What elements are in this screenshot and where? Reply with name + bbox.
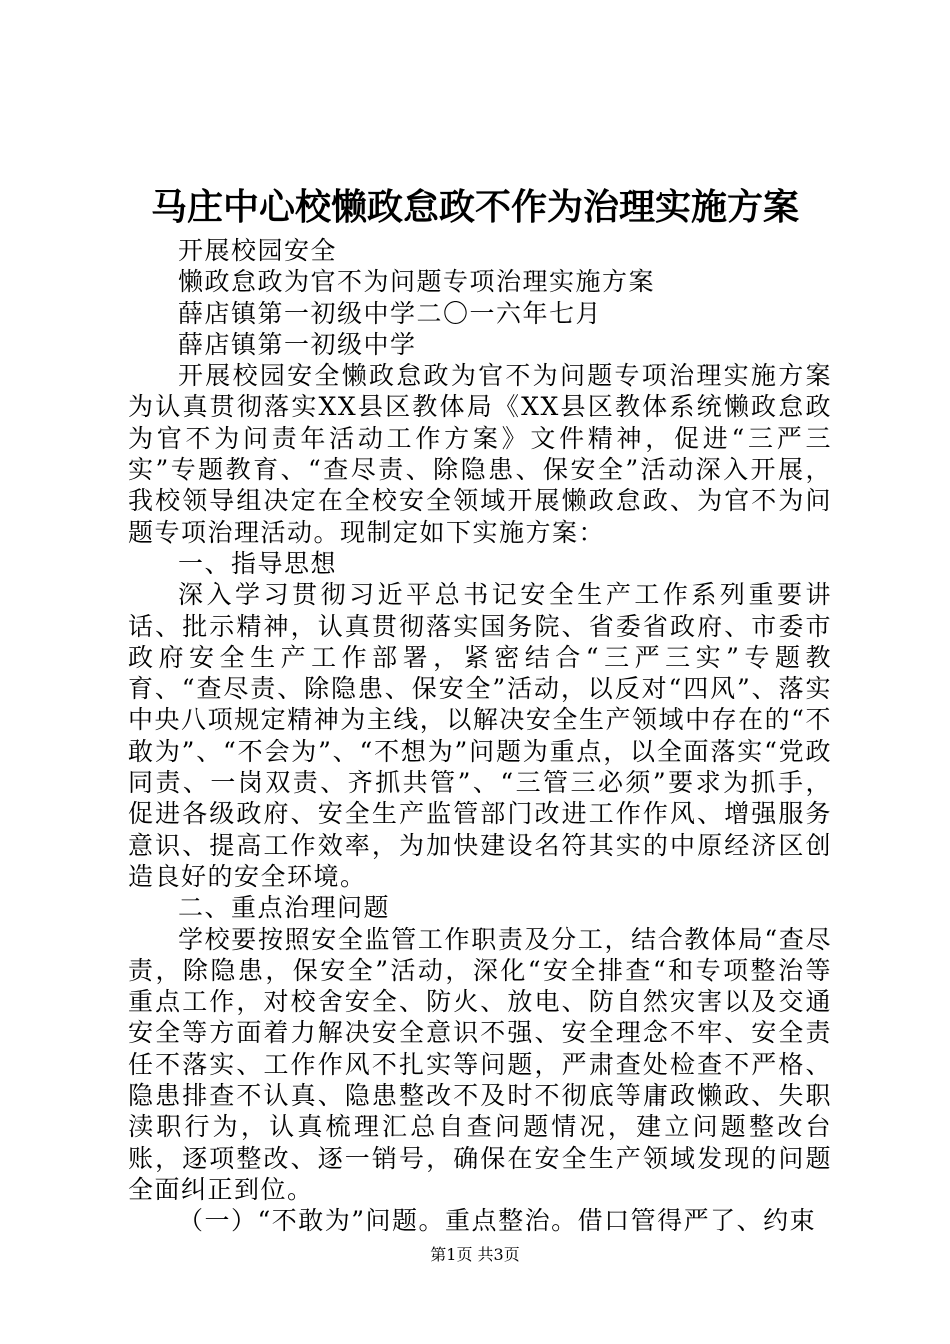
paragraph: 开展校园安全 [178, 236, 338, 265]
paragraph: （一）“不敢为”问题。重点整治。借口管得严了、约束 [178, 1206, 817, 1236]
paragraph: 学校要按照安全监管工作职责及分工，结合教体局“查尽责，除隐患，保安全”活动，深化“安全排查“和专项整治等重点工作，对校舍安全、防火、放电、防自然灾害以及交通安全等方面着力解决安全意识不强、安全理念不牢、安全责任不落实、工作作风不扎实等问题，严肃查处检查不严格、隐患排查不认真、隐患整改不及时不彻底等庸政懒政、失职渎职行为，认真梳理汇总自查问题情况，建立问题整改台账，逐项整改、逐一销号，确保在安全生产领域发现的问题全面纠正到位。 [128, 924, 832, 1204]
paragraph: 薛店镇第一初级中学二〇一六年七月 [178, 298, 603, 328]
paragraph: 薛店镇第一初级中学 [178, 329, 417, 359]
section-heading: 一、指导思想 [178, 548, 338, 578]
section-heading: 二、重点治理问题 [178, 893, 391, 923]
paragraph: 开展校园安全懒政怠政为官不为问题专项治理实施方案为认真贯彻落实XX县区教体局《XX县区教体系统懒政怠政为官不为问责年活动工作方案》文件精神，促进“三严三实”专题教育、“查尽责、除隐患、保安全”活动深入开展，我校领导组决定在全校安全领域开展懒政怠政、为官不为问题专项治理活动。现制定如下实施方案： [128, 361, 832, 547]
paragraph: 懒政怠政为官不为问题专项治理实施方案 [178, 267, 656, 297]
page-footer: 第1页 共3页 [430, 1245, 520, 1264]
document-title: 马庄中心校懒政怠政不作为治理实施方案 [150, 186, 799, 228]
paragraph: 深入学习贯彻习近平总书记安全生产工作系列重要讲话、批示精神，认真贯彻落实国务院、省委省政府、市委市政府安全生产工作部署，紧密结合“三严三实”专题教育、“查尽责、除隐患、保安全”活动，以反对“四风”、落实中央八项规定精神为主线，以解决安全生产领域中存在的“不敢为”、“不会为”、“不想为”问题为重点，以全面落实“党政同责、一岗双责、齐抓共管”、“三管三必须”要求为抓手，促进各级政府、安全生产监管部门改进工作作风、增强服务意识、提高工作效率，为加快建设名符其实的中原经济区创造良好的安全环境。 [128, 580, 832, 891]
document-body [128, 235, 832, 1237]
